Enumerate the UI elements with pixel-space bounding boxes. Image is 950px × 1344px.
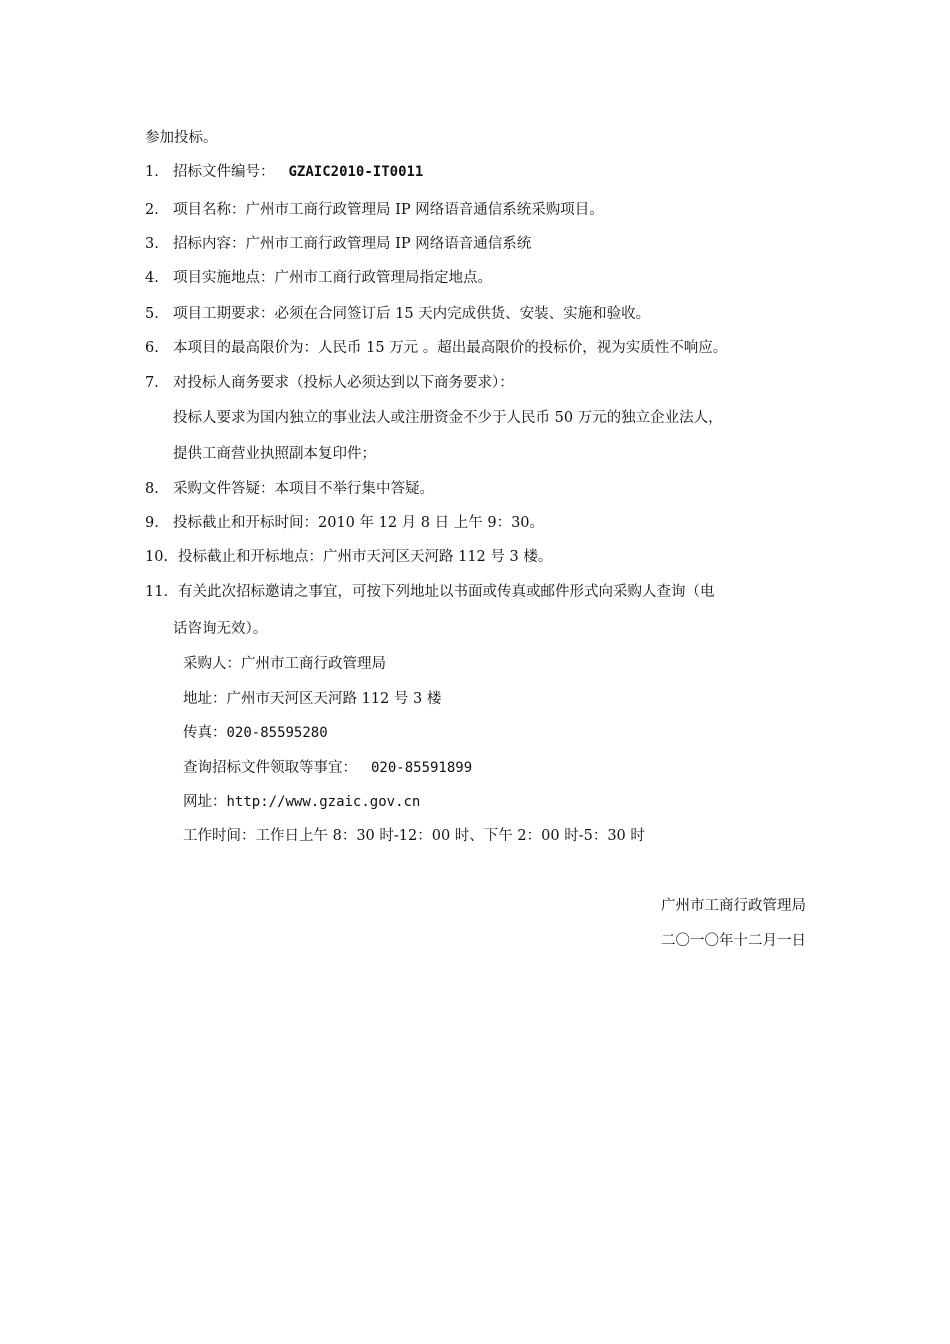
item-2 (145, 200, 604, 220)
item-number: 6. (145, 340, 159, 356)
website-label: 网址： (183, 794, 227, 810)
item-label: 招标文件编号： (173, 164, 275, 180)
query-line (183, 758, 472, 778)
item-6 (145, 338, 727, 358)
item-number: 4. (145, 270, 159, 286)
item-text: 项目工期要求：必须在合同签订后 15 天内完成供货、安装、实施和验收。 (173, 306, 651, 322)
intro-text: 参加投标。 (145, 130, 218, 146)
item-number: 8. (145, 481, 159, 497)
signature-org: 广州市工商行政管理局 (661, 898, 806, 914)
website-line (183, 792, 420, 812)
item-11-continuation: 话咨询无效）。 (173, 621, 268, 637)
item-text: 项目名称：广州市工商行政管理局 IP 网络语音通信系统采购项目。 (173, 202, 604, 218)
hours-line: 工作时间：工作日上午 8：30 时-12：00 时、下午 2：00 时-5：30 时 (183, 828, 645, 844)
item-text: 招标内容：广州市工商行政管理局 IP 网络语音通信系统 (173, 236, 532, 252)
item-number: 10. (145, 549, 169, 565)
item-7-sub-1: 投标人要求为国内独立的事业法人或注册资金不少于人民币 50 万元的独立企业法人， (173, 410, 723, 426)
item-text: 采购文件答疑：本项目不举行集中答疑。 (173, 481, 434, 497)
item-text: 投标截止和开标地点：广州市天河区天河路 112 号 3 楼。 (178, 549, 553, 565)
fax-label: 传真： (183, 725, 227, 741)
item-number: 2. (145, 202, 159, 218)
fax-number: 020-85595280 (226, 725, 328, 741)
item-text: 有关此次招标邀请之事宜，可按下列地址以书面或传真或邮件形式向采购人查询（电 (178, 584, 715, 600)
item-3 (145, 234, 531, 254)
purchaser-line: 采购人：广州市工商行政管理局 (183, 656, 386, 672)
item-8 (145, 479, 434, 499)
item-number: 3. (145, 236, 159, 252)
item-text: 投标截止和开标时间：2010 年 12 月 8 日 上午 9：30。 (173, 515, 545, 531)
item-number: 7. (145, 375, 159, 391)
item-1 (145, 162, 423, 182)
tender-code: GZAIC2010-IT0011 (288, 164, 424, 180)
item-5 (145, 304, 650, 324)
address-line: 地址：广州市天河区天河路 112 号 3 楼 (183, 691, 442, 707)
website-link[interactable]: http://www.gzaic.gov.cn (226, 794, 421, 810)
item-text: 本项目的最高限价为：人民币 15 万元 。超出最高限价的投标价，视为实质性不响应。 (173, 340, 728, 356)
item-text: 对投标人商务要求（投标人必须达到以下商务要求）： (173, 375, 514, 391)
item-number: 11. (145, 584, 169, 600)
item-text: 项目实施地点：广州市工商行政管理局指定地点。 (173, 270, 492, 286)
item-7 (145, 373, 514, 393)
item-9 (145, 513, 544, 533)
item-number: 9. (145, 515, 159, 531)
item-4 (145, 268, 492, 288)
item-number: 1. (145, 164, 159, 180)
signature-date: 二〇一〇年十二月一日 (661, 933, 806, 949)
fax-line (183, 723, 328, 743)
query-label: 查询招标文件领取等事宜： (183, 760, 357, 776)
item-7-sub-2: 提供工商营业执照副本复印件； (173, 446, 376, 462)
item-11 (145, 582, 715, 602)
item-number: 5. (145, 306, 159, 322)
query-number: 020-85591899 (371, 760, 473, 776)
item-10 (145, 547, 552, 567)
